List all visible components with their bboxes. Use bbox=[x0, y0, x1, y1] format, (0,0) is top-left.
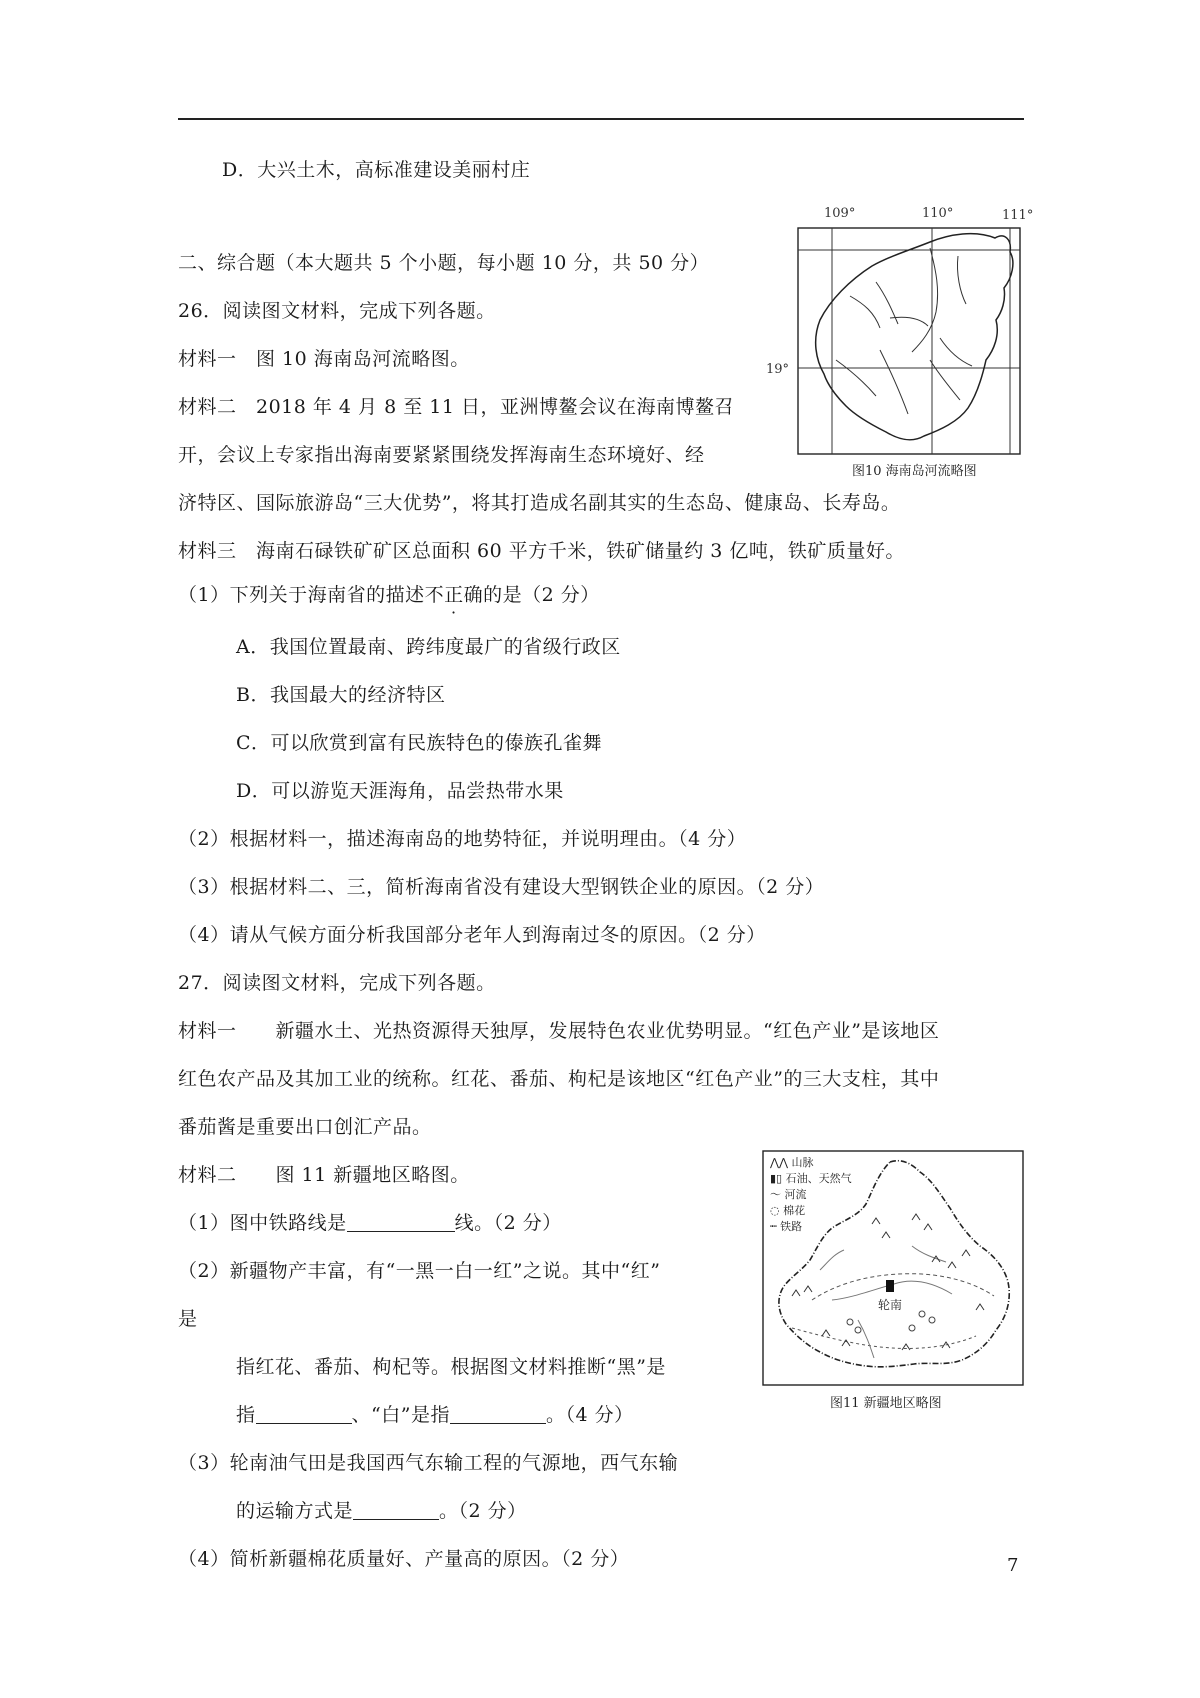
q26-sub-1-after: 的是（2 分） bbox=[483, 584, 600, 606]
lunnan-label: 轮南 bbox=[878, 1298, 903, 1312]
q26-sub-3: （3）根据材料二、三，简析海南省没有建设大型钢铁企业的原因。（2 分） bbox=[178, 876, 825, 898]
header-rule bbox=[178, 118, 1024, 120]
q27-sub-1-before: （1）图中铁路线是 bbox=[178, 1212, 347, 1234]
q25-option-d: D．大兴土木，高标准建设美丽村庄 bbox=[222, 159, 531, 181]
q27-material-2: 材料二 图 11 新疆地区略图。 bbox=[178, 1164, 470, 1186]
q26-option-a: A．我国位置最南、跨纬度最广的省级行政区 bbox=[236, 636, 621, 658]
legend-river: ～ 河流 bbox=[770, 1188, 807, 1201]
hainan-coastline bbox=[816, 234, 1013, 440]
q27-sub-3-line-1: （3）轮南油气田是我国西气东输工程的气源地，西气东输 bbox=[178, 1452, 679, 1474]
q26-stem: 26．阅读图文材料，完成下列各题。 bbox=[178, 300, 496, 322]
q27-stem: 27．阅读图文材料，完成下列各题。 bbox=[178, 972, 496, 994]
lon-label-111: 111° bbox=[1002, 208, 1034, 223]
q27-sub-1 bbox=[178, 1210, 562, 1236]
q27-sub-3-blank[interactable] bbox=[353, 1499, 439, 1520]
q27-sub-2-middle: 、“白”是指 bbox=[351, 1404, 450, 1426]
q26-sub-1 bbox=[178, 582, 600, 608]
q27-sub-4: （4）简析新疆棉花质量好、产量高的原因。（2 分） bbox=[178, 1548, 630, 1570]
q27-sub-2-line-4 bbox=[236, 1402, 634, 1428]
q27-sub-2-line-2: 是 bbox=[178, 1308, 198, 1330]
q26-material-2-line-2: 开，会议上专家指出海南要紧紧围绕发挥海南生态环境好、经 bbox=[178, 444, 705, 466]
q26-sub-4: （4）请从气候方面分析我国部分老年人到海南过冬的原因。（2 分） bbox=[178, 924, 766, 946]
q26-sub-1-before: （1）下列关于海南省的描述 bbox=[178, 584, 425, 606]
q26-material-3: 材料三 海南石碌铁矿矿区总面积 60 平方千米，铁矿储量约 3 亿吨，铁矿质量好。 bbox=[178, 540, 905, 562]
legend-oil-gas: ▮▯ 石油、天然气 bbox=[770, 1172, 852, 1185]
q27-material-1-line-1: 材料一 新疆水土、光热资源得天独厚，发展特色农业优势明显。“红色产业”是该地区 bbox=[178, 1020, 940, 1042]
hainan-map-caption: 图10 海南岛河流略图 bbox=[852, 464, 977, 479]
lunnan-oil-icon bbox=[886, 1280, 894, 1292]
q27-sub-1-blank[interactable] bbox=[347, 1211, 455, 1232]
q26-material-2-line-1: 材料二 2018 年 4 月 8 至 11 日，亚洲博鳌会议在海南博鳌召 bbox=[178, 396, 734, 418]
legend-railway: ┉ 铁路 bbox=[770, 1220, 803, 1233]
hainan-map-svg bbox=[790, 200, 1030, 460]
q27-sub-2-suffix: 。（4 分） bbox=[545, 1404, 634, 1426]
section-title: 二、综合题（本大题共 5 个小题，每小题 10 分，共 50 分） bbox=[178, 252, 710, 274]
q26-option-d: D．可以游览天涯海角，品尝热带水果 bbox=[236, 780, 564, 802]
legend-cotton: ◌ 棉花 bbox=[770, 1204, 806, 1217]
q27-sub-3-line-2 bbox=[236, 1498, 527, 1524]
q27-material-1-line-2: 红色农产品及其加工业的统称。红花、番茄、枸杞是该地区“红色产业”的三大支柱，其中 bbox=[178, 1068, 940, 1090]
q27-sub-1-after: 线。（2 分） bbox=[454, 1212, 562, 1234]
xinjiang-border bbox=[779, 1161, 1009, 1367]
q27-sub-3-before: 的运输方式是 bbox=[236, 1500, 354, 1522]
q26-sub-2: （2）根据材料一，描述海南岛的地势特征，并说明理由。（4 分） bbox=[178, 828, 747, 850]
q27-sub-3-after: 。（2 分） bbox=[439, 1500, 527, 1522]
q26-sub-1-emphasis: 不正确 bbox=[424, 584, 484, 606]
xinjiang-map bbox=[762, 1150, 1024, 1414]
lon-label-110: 110° bbox=[922, 206, 954, 221]
q27-black-blank[interactable] bbox=[256, 1403, 352, 1424]
q26-option-b: B．我国最大的经济特区 bbox=[236, 684, 446, 706]
xinjiang-map-caption: 图11 新疆地区略图 bbox=[830, 1396, 942, 1411]
q27-material-1-line-3: 番茄酱是重要出口创汇产品。 bbox=[178, 1116, 432, 1138]
page-number: 7 bbox=[1007, 1555, 1019, 1576]
q27-white-blank[interactable] bbox=[450, 1403, 546, 1424]
q27-sub-2-line-3: 指红花、番茄、枸杞等。根据图文材料推断“黑”是 bbox=[236, 1356, 666, 1378]
q26-option-c: C．可以欣赏到富有民族特色的傣族孔雀舞 bbox=[236, 732, 603, 754]
legend-mountains: ⋀⋀ 山脉 bbox=[770, 1156, 814, 1169]
hainan-river-map bbox=[766, 200, 1034, 480]
lat-label-19: 19° bbox=[766, 362, 790, 377]
q27-sub-2-line-1: （2）新疆物产丰富，有“一黑一白一红”之说。其中“红” bbox=[178, 1260, 661, 1282]
q26-material-1: 材料一 图 10 海南岛河流略图。 bbox=[178, 348, 470, 370]
q26-material-2-line-3: 济特区、国际旅游岛“三大优势”，将其打造成名副其实的生态岛、健康岛、长寿岛。 bbox=[178, 492, 901, 514]
lon-label-109: 109° bbox=[824, 206, 856, 221]
q27-sub-2-prefix: 指 bbox=[236, 1404, 256, 1426]
